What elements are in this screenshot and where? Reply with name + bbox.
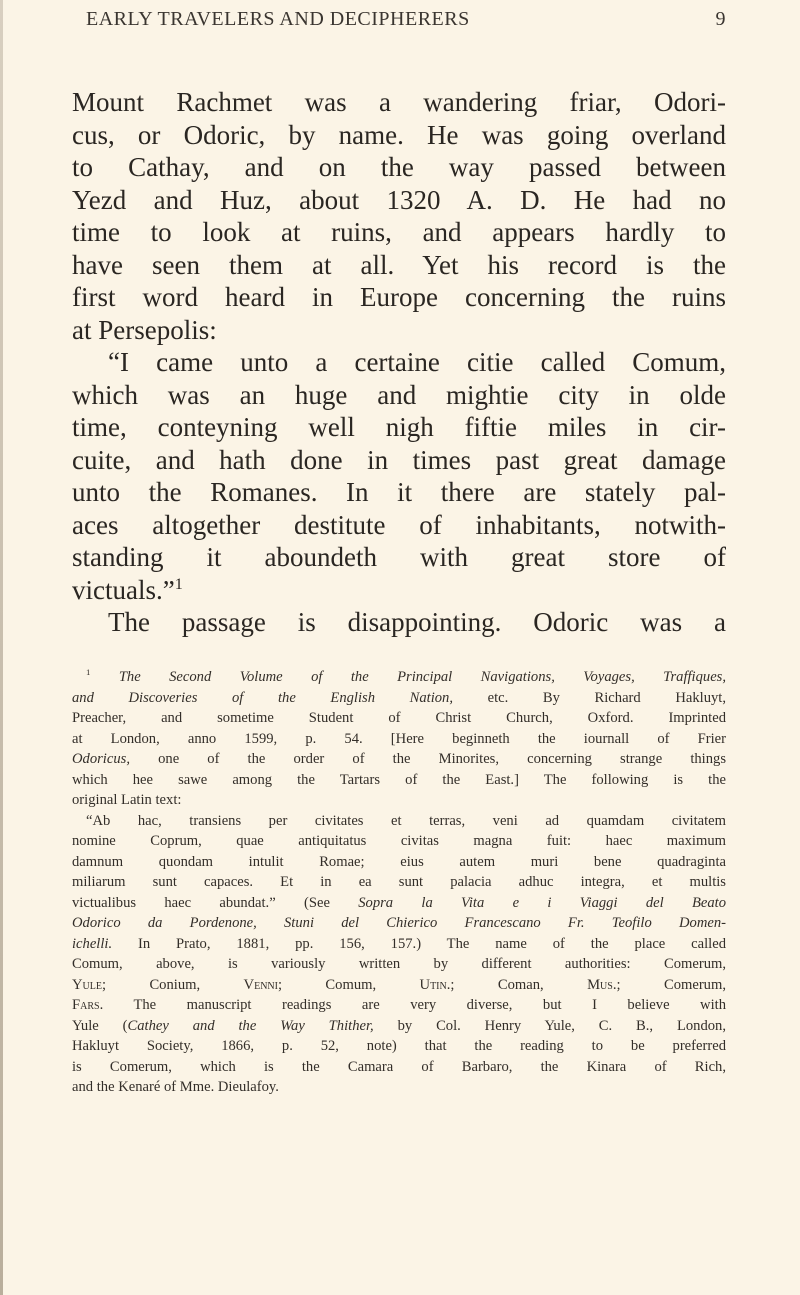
footnote-line [72,790,726,811]
main-line [72,86,726,119]
main-line [72,379,726,412]
text-segment: aces altogether destitute of inhabitants, notwith- [72,509,726,540]
footnote-marker: 1 [174,574,183,593]
footnote-line [72,688,726,709]
text-segment: standing it aboundeth with great store of [72,542,726,572]
main-line [72,281,726,314]
body-text [72,86,726,639]
text-segment: cus, or Odoric, by name. He was going overland [72,119,726,150]
text-segment: The passage is disappointing. Odoric was a [108,607,726,637]
text-segment: Mus. [587,976,617,993]
text-segment: Cathey and the Way Thither, [127,1017,374,1034]
text-segment: by Col. Henry Yule, C. B., London, [373,1017,727,1034]
main-line [72,216,726,249]
footnote-line [72,1057,726,1078]
text-segment: Yezd and Huz, about 1320 A. D. He had no [72,184,726,215]
footnote-line [72,1077,726,1098]
text-segment: unto the Romanes. In it there are stately pal- [72,477,726,507]
text-segment: nomine Coprum, quae antiquitatus civitas magna fuit: haec maximum [72,833,726,849]
text-segment: have seen them at all. Yet his record is the [72,249,726,280]
text-segment: ichelli. [72,935,113,952]
text-segment: Yule ( [72,1017,128,1034]
text-segment: victuals.” [72,574,175,605]
text-segment: Comum, above, is variously written by different authorities: Comerum, [72,956,726,972]
text-segment: which was an huge and mightie city in olde [72,379,726,410]
text-segment: damnum quondam intulit Romae; eius autem muri bene quadraginta [72,853,726,870]
text-segment: which hee sawe among the Tartars of the East.] The following is the [72,771,726,788]
main-line [72,184,726,217]
text-segment: one of the order of the Minorites, concerning strange things [129,751,726,767]
text-segment: ; Coman, [450,976,588,993]
text-segment: “Ab hac, transiens per civitates et terras, veni ad quamdam civitatem [86,812,726,829]
text-segment: ; Comerum, [616,976,726,993]
main-line [72,314,726,347]
text-segment: Utin. [419,976,451,993]
footnote-line [72,954,726,975]
text-segment: original Latin text: [72,792,182,808]
main-line [72,509,726,542]
text-segment: Preacher, and sometime Student of Christ Church, Oxford. Imprinted [72,710,726,726]
text-segment [90,669,118,685]
footnote-line [72,872,726,893]
text-segment: Odoricus, [72,751,130,767]
footnote-line [72,811,726,832]
footnote-line [72,831,726,852]
text-segment: Odorico da Pordenone, Stuni del Chierico Francescano Fr. Teofilo Domen- [72,915,726,931]
footnote-line [72,975,726,996]
text-segment: The manuscript readings are very diverse, but I believe with [103,997,726,1013]
text-segment: Venni [243,976,278,993]
running-header [86,8,726,38]
text-segment: time, conteyning well nigh fiftie miles in cir- [72,412,726,442]
text-segment: cuite, and hath done in times past great damage [72,444,726,475]
footnote-line [72,893,726,914]
main-line [72,151,726,184]
main-line [72,606,726,639]
footnote-line [72,1036,726,1057]
page-number: 9 [715,8,726,30]
text-segment: time to look at ruins, and appears hardly to [72,217,726,247]
main-line [72,346,726,379]
footnote-line [72,852,726,873]
footnote [72,667,726,1098]
text-segment: The Second Volume of the Principal Navigations, Voyages, Traffiques, [118,669,727,685]
text-segment: ; Comum, [277,976,420,993]
text-segment: victualibus haec abundat.” (See [72,894,359,911]
footnote-line [72,1016,726,1037]
text-segment: and Discoveries of the English Nation, [72,689,453,706]
footnote-marker: 1 [86,667,91,678]
footnote-line [72,729,726,750]
text-segment: Sopra la Vita e i Viaggi del Beato [358,894,726,911]
text-segment: and the Kenaré of Mme. Dieulafoy. [72,1079,279,1095]
footnote-line [72,749,726,770]
main-line [72,444,726,477]
footnote-line [72,913,726,934]
text-segment: Fars. [72,997,104,1013]
main-line [72,249,726,282]
text-segment: “I came unto a certaine citie called Comum, [108,347,726,377]
running-title: EARLY TRAVELERS AND DECIPHERERS [86,8,470,30]
footnote-line [72,995,726,1016]
text-segment: Yule [72,976,102,993]
text-segment: first word heard in Europe concerning the ruins [72,282,726,312]
text-segment: ; Conium, [101,976,244,993]
text-segment: at London, anno 1599, p. 54. [Here beginneth the iournall of Frier [72,730,726,747]
text-segment: Mount Rachmet was a wandering friar, Odori- [72,87,726,117]
text-segment: etc. By Richard Hakluyt, [453,689,726,706]
text-segment: In Prato, 1881, pp. 156, 157.) The name of the place called [112,935,726,952]
footnote-line [72,934,726,955]
main-line [72,119,726,152]
main-line [72,411,726,444]
page-edge-shadow [0,0,3,1295]
text-segment: miliarum sunt capaces. Et in ea sunt palacia adhuc integra, et multis [72,874,726,890]
main-line [72,476,726,509]
text-segment: Hakluyt Society, 1866, p. 52, note) that the reading to be preferred [72,1038,726,1054]
text-segment: to Cathay, and on the way passed between [72,152,726,182]
footnote-line [72,770,726,791]
footnote-line [72,667,726,688]
main-line [72,574,726,607]
text-segment: is Comerum, which is the Camara of Barbaro, the Kinara of Rich, [72,1058,726,1075]
text-segment: at Persepolis: [72,314,217,345]
footnote-line [72,708,726,729]
main-line [72,541,726,574]
